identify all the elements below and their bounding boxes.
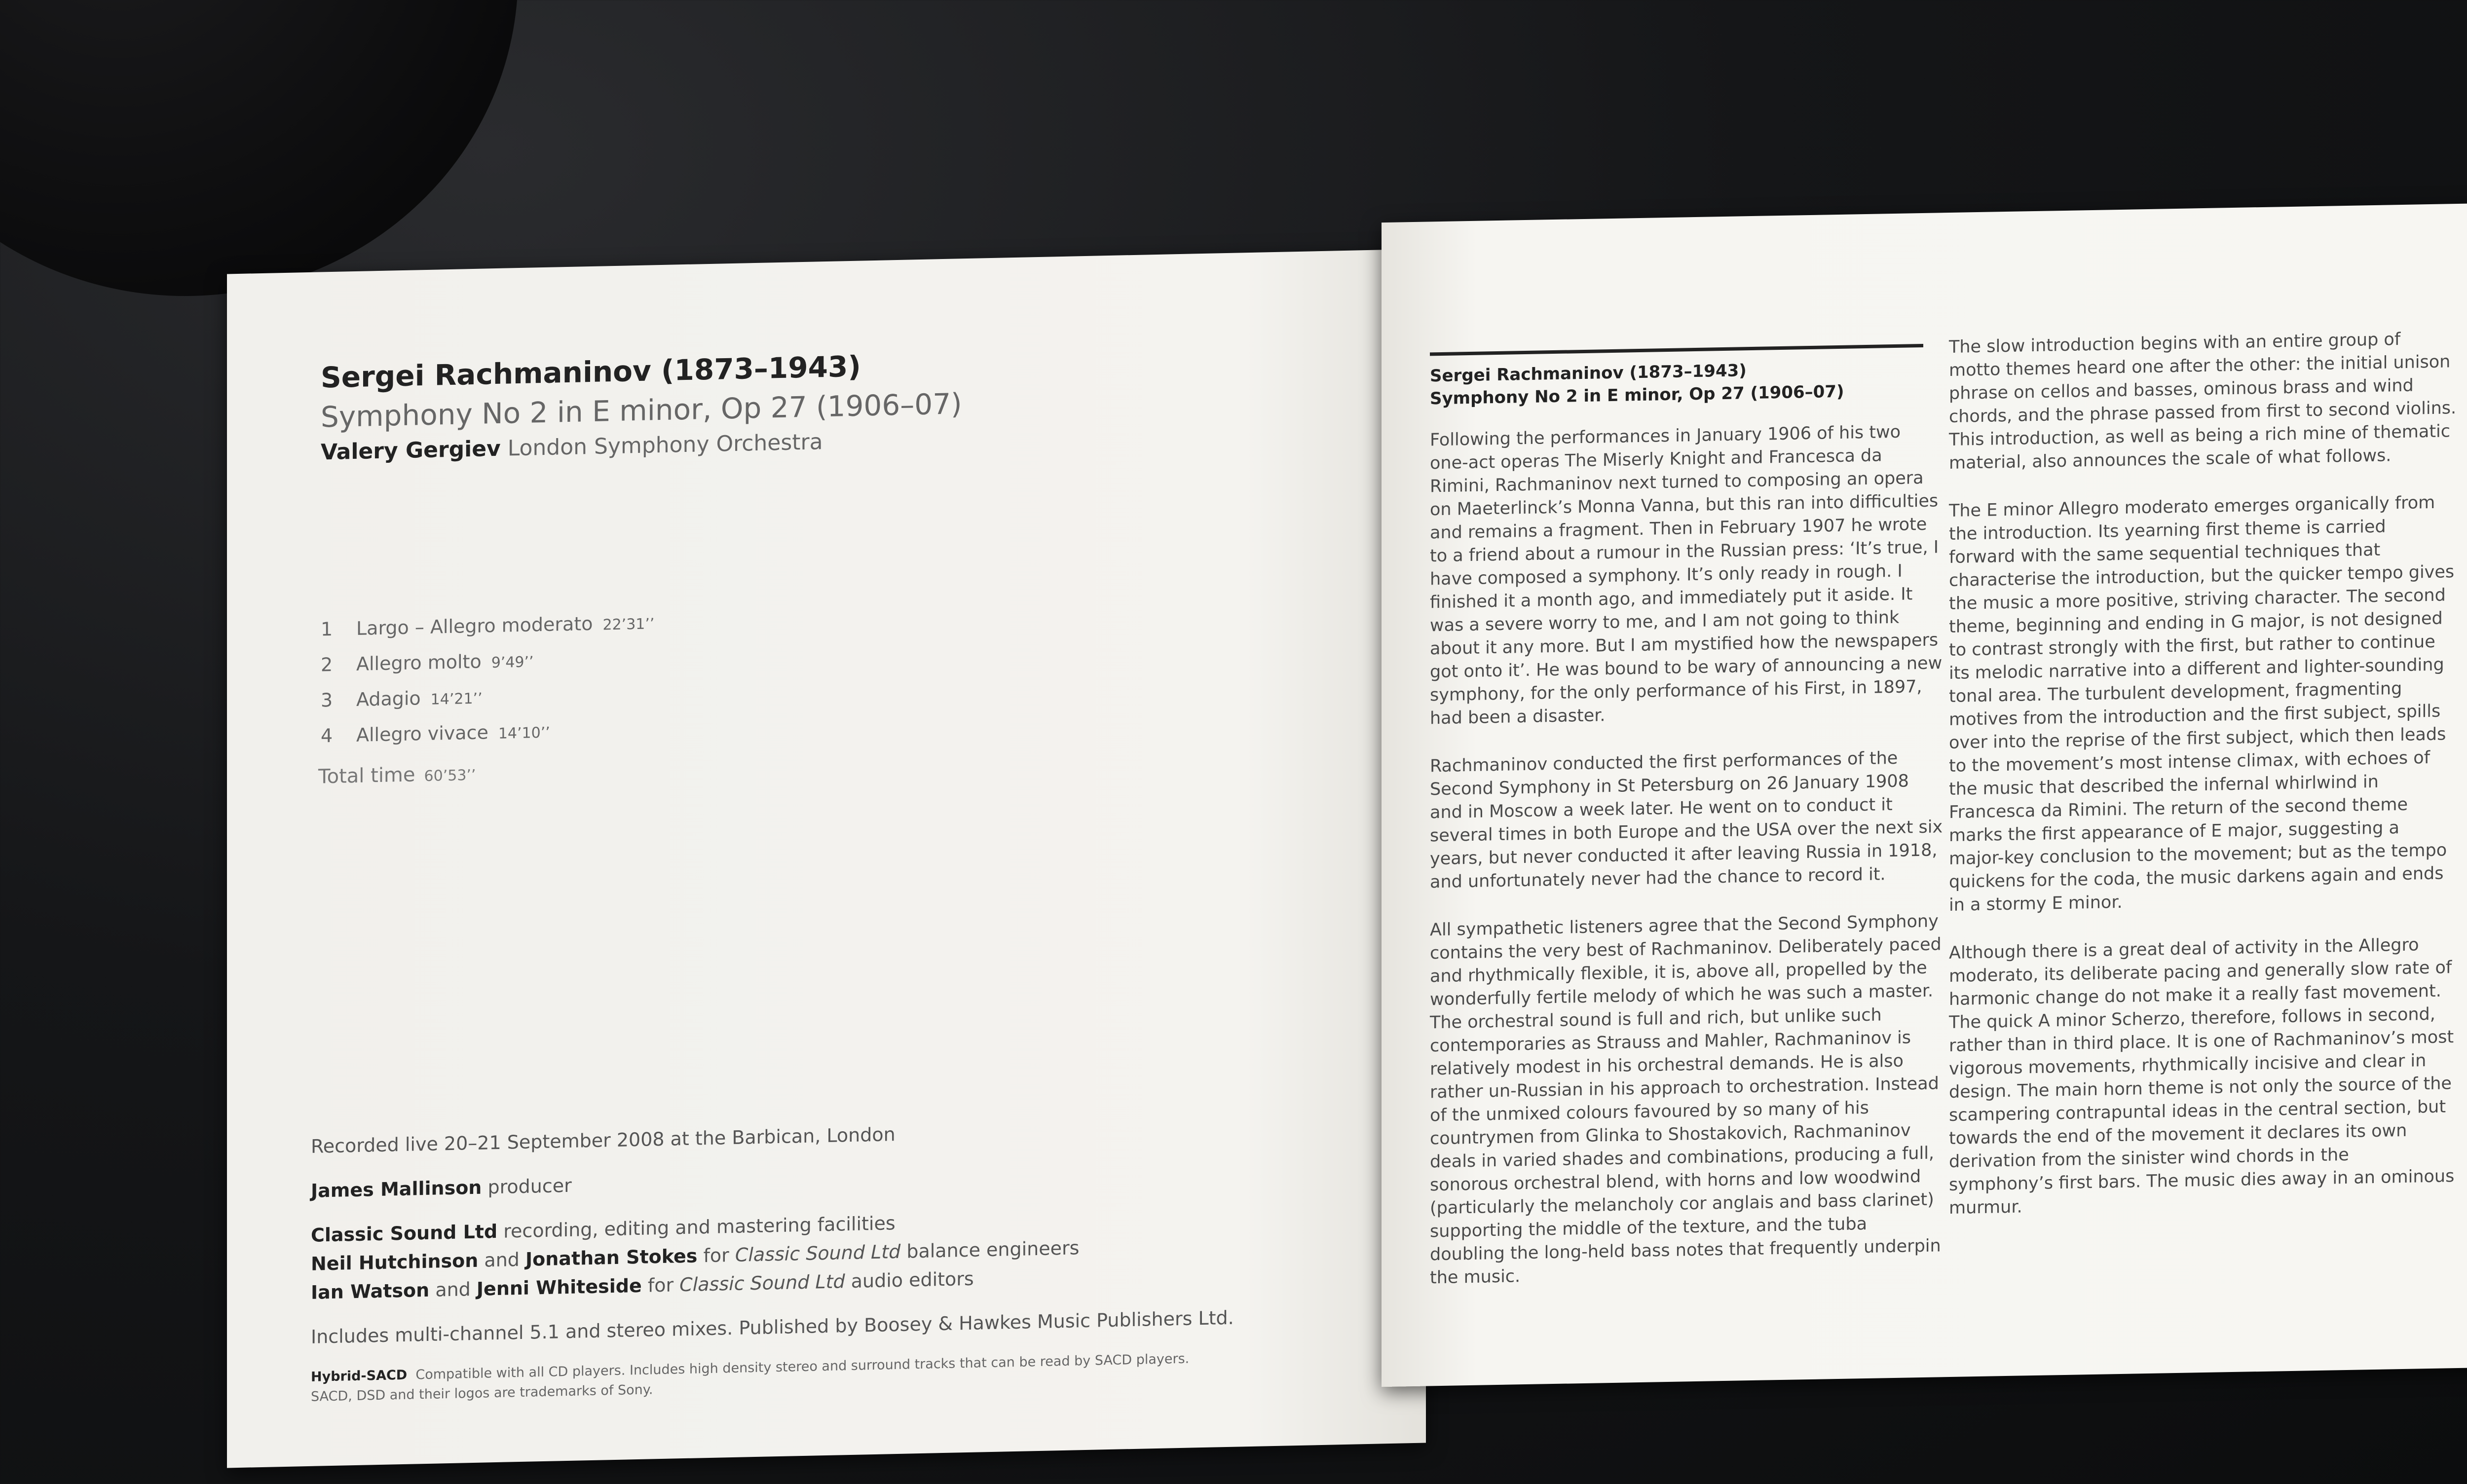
notes-paragraph: All sympathetic listeners agree that the Second Symphony contains the very best of Rachmaninov. Deliberately paced and rhythmically flexible, it is, above all, propelled by the wonderfully fertile melody of which he was such a master. The orchestral sound is full and rich, but unlike such contemporaries as Strauss and Mahler, Rachmaninov is relatively modest in his orchestral demands. He is also rather un-Russian in his approach to orchestration. Instead of the unmixed colours favoured by so many of his countrymen from Glinka to Shostakovich, Rachmaninov deals in varied shades and combinations, producing a full, sonorous orchestral blend, with horns and low woodwind (particularly the melancholy cor anglais and bass clarinet) supporting the middle of the texture, and the tuba doubling the long-held bass notes that frequently underpin the music. [1430,911,1942,1288]
editor-name: Ian Watson [311,1279,430,1303]
track-title: Adagio [356,687,421,710]
engineer-name: Jonathan Stokes [525,1245,698,1270]
composer-title: Sergei Rachmaninov (1873–1943) [321,349,861,395]
notes-column-1 [1430,420,1943,1314]
orchestra-name: London Symphony Orchestra [507,429,823,461]
notes-paragraph: Although there is a great deal of activity in the Allegro moderato, its deliberate pacing and generally slow rate of harmonic change do not make it a really fast movement. The quick A minor Scherzo, therefore, follows in second, rather than in third place. It is one of Rachmaninov’s most vigorous movements, rhythmically incisive and clear in design. The main horn theme is not only the source of the scampering contrapuntal ideas in the central section, but towards the end of the movement it declares its own derivation from the sinister wind chords in the symphony’s first bars. The music dies away in an ominous murmur. [1949,935,2455,1219]
headphone-earcup [0,0,518,296]
notes-heading-work: Symphony No 2 in E minor, Op 27 (1906–07) [1430,381,1844,409]
recording-note: Recorded live 20–21 September 2008 at the Barbican, London [311,1123,896,1157]
sacd-label: Hybrid-SACD [311,1367,408,1385]
total-time-value: 60’53’’ [424,766,476,785]
producer-name: James Mallinson [311,1176,482,1202]
sacd-text: Compatible with all CD players. Includes high density stereo and surround tracks that can be read by SACD players. [415,1351,1190,1383]
track-number: 4 [321,724,333,747]
conjunction: and [435,1278,471,1301]
track-duration: 22’31’’ [602,615,655,634]
notes-paragraph: Following the performances in January 1906 of his two one-act operas The Miserly Knight and Francesca da Rimini, Rachmaninov next turned to composing an opera on Maeterlinck’s Monna Vanna, but this ran into difficulties and remains a fragment. Then in February 1907 he wrote to a friend about a rumour in the Russian press: ‘It’s true, I have composed a symphony. It’s only ready in rough. I finished it a month ago, and immediately put it aside. It was a severe worry to me, and I am not going to think about it any more. But I am mystified how the newspapers got onto it’. He was bound to be wary of announcing a new symphony, for the only performance of his First, in 1897, had been a disaster. [1430,422,1943,729]
track-duration: 14’10’’ [498,724,550,742]
sacd-trademark: SACD, DSD and their logos are trademarks of Sony. [311,1382,653,1405]
facility-name: Classic Sound Ltd [311,1220,498,1246]
notes-heading [1430,358,1844,410]
track-row [321,605,654,648]
editor-role: audio editors [851,1267,974,1292]
booklet-left-page [227,249,1426,1468]
producer-role: producer [487,1174,572,1198]
preposition: for [703,1244,729,1267]
performers [321,429,823,465]
mixes-note: Includes multi-channel 5.1 and stereo mixes. Published by Boosey & Hawkes Music Publishers Ltd. [311,1306,1234,1348]
total-time [318,762,476,788]
header-rule [1430,344,1923,356]
conjunction: and [484,1249,520,1271]
work-title: Symphony No 2 in E minor, Op 27 (1906–07) [321,387,962,434]
track-title: Allegro vivace [356,721,488,746]
track-duration: 9’49’’ [491,653,534,672]
track-row [321,712,654,754]
engineer-role: balance engineers [906,1237,1080,1262]
track-duration: 14’21’’ [430,690,483,708]
notes-heading-composer: Sergei Rachmaninov (1873–1943) [1430,361,1747,386]
conductor-name: Valery Gergiev [321,436,501,465]
notes-paragraph: Rachmaninov conducted the first performances of the Second Symphony in St Petersburg on 26 January 1908 and in Moscow a week later. He went on to conduct it several times in both Europe and the USA over the next six years, but never conducted it after leaving Russia in 1918, and unfortunately never had the chance to record it. [1430,748,1943,892]
track-title: Allegro molto [356,650,482,675]
track-list [321,605,654,754]
facility-role: recording, editing and mastering facilities [503,1212,896,1242]
track-number: 2 [321,653,333,676]
producer-credit [311,1158,1347,1202]
booklet-right-page [1382,202,2467,1387]
notes-paragraph: The E minor Allegro moderato emerges organically from the introduction. Its yearning first theme is carried forward with the same sequential techniques that characterise the introduction, but the quicker tempo gives the music a more positive, striving character. The second theme, beginning and ending in G major, is not designed to contrast strongly with the first, but rather to continue its melodic narrative into a different and lighter-sounding tonal area. The turbulent development, fragmenting motives from the introduction and the first subject, spills over into the reprise of the first subject, which then leads to the movement’s most intense climax, with echoes of the music that described the infernal whirlwind in Francesca da Rimini. The return of the second theme marks the first appearance of E major, suggesting a major-key conclusion to the movement; but as the tempo quickens for the coda, the music darkens again and ends in a stormy E minor. [1949,492,2455,916]
sacd-note [311,1346,1347,1407]
notes-paragraph: The slow introduction begins with an entire group of motto themes heard one after the other: the initial unison phrase on cellos and basses, ominous brass and wind chords, and the phrase passed from first to second violins. This introduction, as well as being a rich mine of thematic material, also announces the scale of what follows. [1949,330,2457,474]
company-name: Classic Sound Ltd [679,1270,845,1296]
total-time-label: Total time [318,763,415,788]
track-number: 3 [321,689,333,711]
preposition: for [647,1274,674,1297]
notes-column-2 [1949,327,2457,1245]
credits [311,1114,1347,1355]
track-title: Largo – Allegro moderato [356,612,593,639]
track-number: 1 [321,618,333,640]
editor-name: Jenni Whiteside [476,1274,642,1300]
company-name: Classic Sound Ltd [735,1240,901,1266]
engineer-name: Neil Hutchinson [311,1249,479,1275]
